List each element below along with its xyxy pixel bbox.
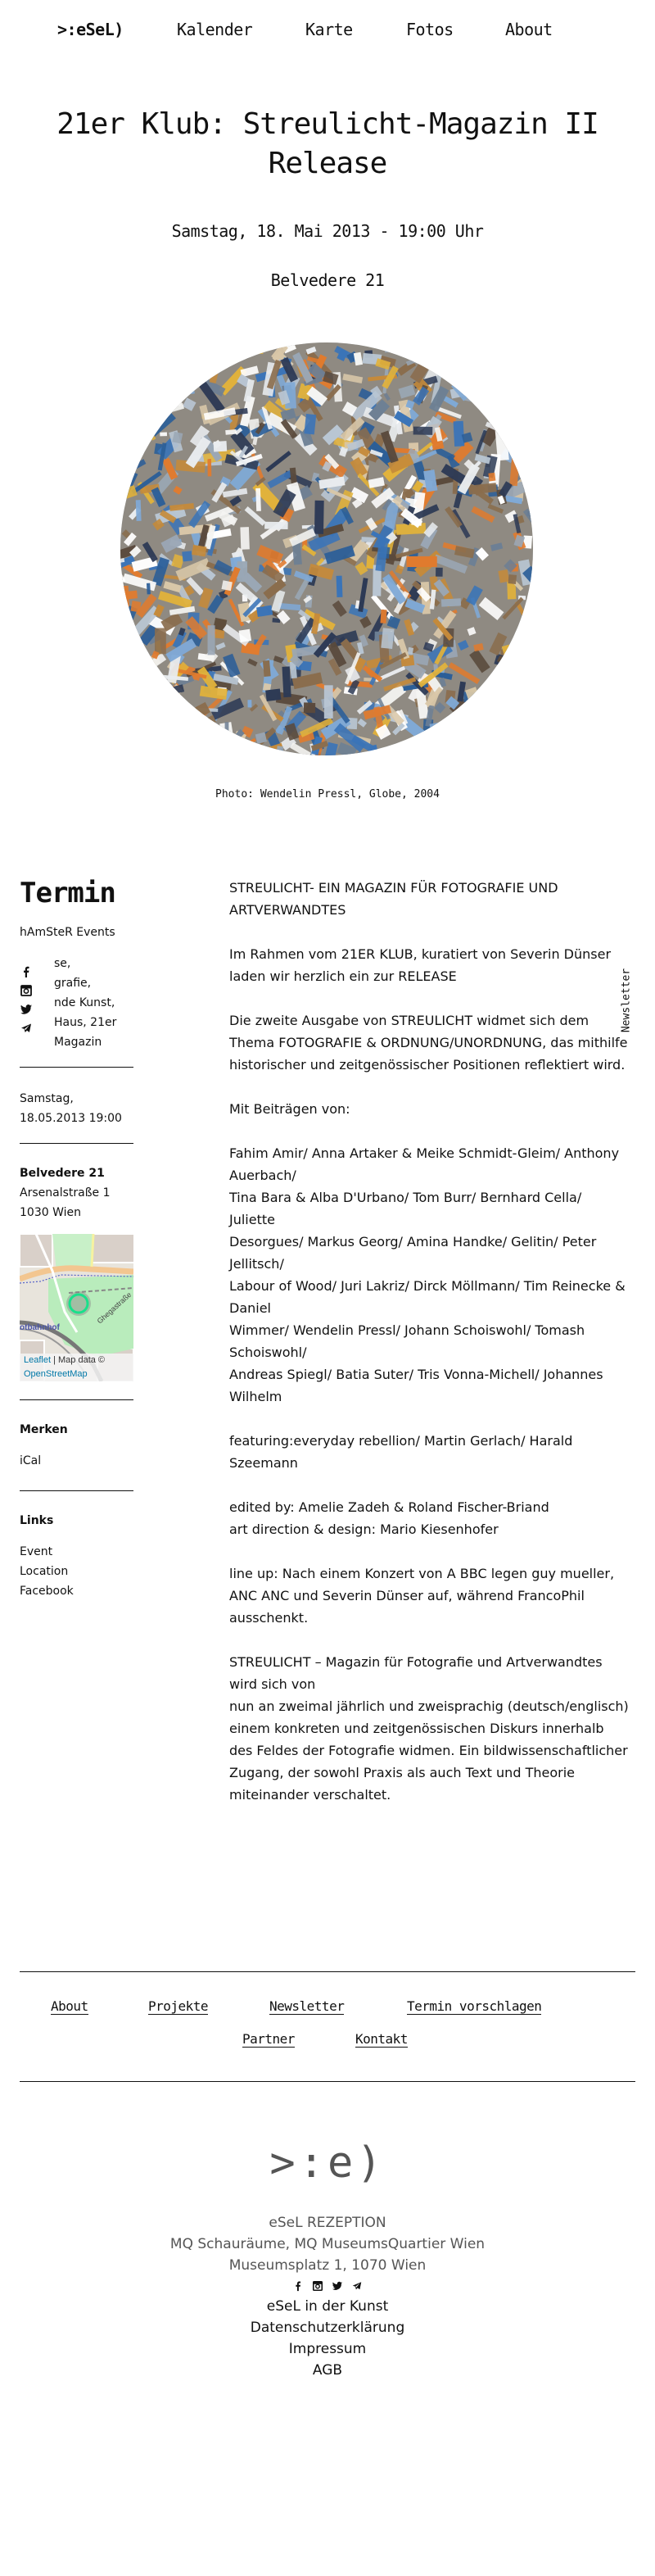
facebook-icon[interactable]: [292, 2279, 304, 2291]
telegram-icon[interactable]: [351, 2279, 363, 2291]
credits: [229, 1496, 630, 1540]
divider: [20, 1399, 133, 1400]
event-venue: Belvedere 21: [270, 270, 385, 290]
contributors-line: Wimmer/ Wendelin Pressl/ Johann Schoiswohl/ Tomash Schoiswohl/: [229, 1322, 585, 1360]
instagram-icon[interactable]: [312, 2279, 323, 2291]
tags: [20, 954, 133, 1052]
divider: [20, 1143, 133, 1144]
newsletter-tab-label: Newsletter: [620, 968, 633, 1033]
footer-divider-top: [20, 1971, 635, 1972]
ical-link[interactable]: iCal: [20, 1454, 42, 1467]
divider: [20, 1067, 133, 1068]
site-logo[interactable]: >:eSeL): [57, 20, 124, 39]
art-direction: art direction & design: Mario Kiesenhofer: [229, 1522, 499, 1537]
nav-karte[interactable]: Karte: [305, 20, 353, 39]
top-nav: [0, 15, 655, 48]
share-bar: [20, 954, 52, 1052]
intro-paragraph: Im Rahmen vom 21ER KLUB, kuratiert von Severin Dünser laden wir herzlich ein zur RELEASE: [229, 946, 612, 984]
tag-fragment[interactable]: Haus, 21er: [54, 1016, 117, 1029]
footer-divider-bottom: [20, 2081, 635, 2082]
contributors-line: Tina Bara & Alba D'Urbano/ Tom Burr/ Bernhard Cella/ Juliette: [229, 1190, 582, 1227]
telegram-icon[interactable]: [20, 1022, 33, 1035]
footer-link-about[interactable]: About: [51, 1998, 88, 2014]
address-line: Museumsplatz 1, 1070 Wien: [228, 2257, 427, 2274]
tag-fragment[interactable]: nde Kunst,: [54, 996, 115, 1009]
map-attribution: [20, 1354, 133, 1381]
event-photo: [120, 342, 533, 755]
event-description: [229, 877, 630, 1828]
footer-link-newsletter[interactable]: Newsletter: [269, 1998, 345, 2014]
sidebar-date: [20, 1089, 133, 1128]
photo-caption: Photo: Wendelin Pressl, Globe, 2004: [215, 788, 440, 800]
footer-social: [0, 2279, 655, 2291]
footer-link-datenschutz[interactable]: Datenschutzerklärung: [250, 2320, 405, 2336]
theme-paragraph: Die zweite Ausgabe von STREULICHT widmet sich dem Thema FOTOGRAFIE & ORDNUNG/UNORDNUNG, das mithilfe historischer und zeitgenössischer Positionen reflektiert wird.: [229, 1013, 628, 1073]
attrib-text: | Map data ©: [51, 1355, 106, 1365]
about-line-2: nun an zweimal jährlich und zweisprachig (deutsch/englisch) einem konkreten und zeitgenössischen Diskurs innerhalb des Feldes der Fotografie widmen. Ein bildwissenschaftlicher Zugang, der sowohl Praxis als auch Text und Theorie miteinander verschaltet.: [229, 1698, 629, 1803]
intro-heading: STREULICHT- EIN MAGAZIN FÜR FOTOGRAFIE UND ARTVERWANDTES: [229, 880, 558, 918]
tag-fragment[interactable]: Magazin: [54, 1036, 102, 1049]
footer-link-termin-vorschlagen[interactable]: Termin vorschlagen: [407, 1998, 542, 2014]
footer-links: [0, 2296, 655, 2381]
footer-link-esel-in-der-kunst[interactable]: eSeL in der Kunst: [266, 2298, 389, 2315]
date-weekday: Samstag,: [20, 1092, 74, 1105]
nav-about[interactable]: About: [505, 20, 553, 39]
featuring: featuring:everyday rebellion/ Martin Gerlach/ Harald Szeemann: [229, 1433, 573, 1471]
osm-link[interactable]: OpenStreetMap: [24, 1369, 88, 1379]
link-facebook[interactable]: Facebook: [20, 1585, 74, 1598]
address-line: eSeL REZEPTION: [269, 2215, 386, 2231]
nav-fotos[interactable]: Fotos: [406, 20, 454, 39]
footer-link-kontakt[interactable]: Kontakt: [355, 2031, 408, 2047]
footer-link-projekte[interactable]: Projekte: [148, 1998, 209, 2014]
link-event[interactable]: Event: [20, 1545, 53, 1558]
nav-kalender[interactable]: Kalender: [177, 20, 253, 39]
contributors-line: Andreas Spiegl/ Batia Suter/ Tris Vonna-Michell/ Johannes Wilhelm: [229, 1367, 603, 1404]
link-location[interactable]: Location: [20, 1565, 69, 1578]
leaflet-link[interactable]: Leaflet: [24, 1355, 52, 1365]
instagram-icon[interactable]: [20, 984, 33, 997]
sidebar: [20, 877, 133, 1601]
contributors-line: Labour of Wood/ Juri Lakriz/ Dirck Möllmann/ Tim Reinecke & Daniel: [229, 1278, 626, 1316]
footer-address: [0, 2212, 655, 2276]
twitter-icon[interactable]: [20, 1003, 33, 1016]
links-heading: Links: [20, 1514, 54, 1527]
links-list: [20, 1542, 133, 1601]
merken-list: [20, 1451, 133, 1471]
newsletter-tab[interactable]: [617, 955, 635, 1045]
map-label-street: Ghegastraße: [95, 1290, 133, 1326]
venue-city: 1030 Wien: [20, 1206, 81, 1219]
sidebar-title: Termin: [20, 877, 115, 909]
photo-collage: [120, 342, 533, 755]
edited-by: edited by: Amelie Zadeh & Roland Fischer-Briand: [229, 1499, 549, 1515]
tag-fragment[interactable]: se,: [54, 957, 71, 970]
lineup: line up: Nach einem Konzert von A BBC legen guy mueller, ANC ANC und Severin Dünser auf, während FrancoPhil ausschenkt.: [229, 1566, 615, 1626]
event-title: 21er Klub: Streulicht-Magazin II Release: [56, 107, 599, 180]
facebook-icon[interactable]: [20, 965, 33, 978]
organizer[interactable]: hAmSteR Events: [20, 926, 115, 939]
footer-link-impressum[interactable]: Impressum: [288, 2341, 367, 2357]
twitter-icon[interactable]: [332, 2279, 343, 2291]
contributors-list: [229, 1142, 630, 1408]
contributors-line: Desorgues/ Markus Georg/ Amina Handke/ Gelitin/ Peter Jellitsch/: [229, 1234, 597, 1272]
venue-name[interactable]: Belvedere 21: [20, 1167, 105, 1180]
footer-logo[interactable]: >:e): [269, 2138, 386, 2188]
footer-link-agb[interactable]: AGB: [312, 2362, 343, 2379]
about-line-1: STREULICHT – Magazin für Fotografie und Artverwandtes wird sich von: [229, 1654, 603, 1692]
merken-heading: Merken: [20, 1423, 68, 1436]
location-map[interactable]: [20, 1234, 133, 1381]
map-label-station: otbahnhof: [20, 1323, 60, 1332]
contributors-line: Fahim Amir/ Anna Artaker & Meike Schmidt-Gleim/ Anthony Auerbach/: [229, 1145, 620, 1183]
tag-fragment[interactable]: grafie,: [54, 977, 92, 990]
venue-street: Arsenalstraße 1: [20, 1186, 111, 1200]
contributors-label: Mit Beiträgen von:: [229, 1101, 350, 1117]
date-value: 18.05.2013 19:00: [20, 1112, 122, 1125]
footer-link-partner[interactable]: Partner: [242, 2031, 295, 2047]
about-magazine: [229, 1651, 630, 1806]
divider: [20, 1490, 133, 1491]
address-line: MQ Schauräume, MQ MuseumsQuartier Wien: [169, 2236, 486, 2252]
event-datetime: Samstag, 18. Mai 2013 - 19:00 Uhr: [171, 221, 484, 241]
